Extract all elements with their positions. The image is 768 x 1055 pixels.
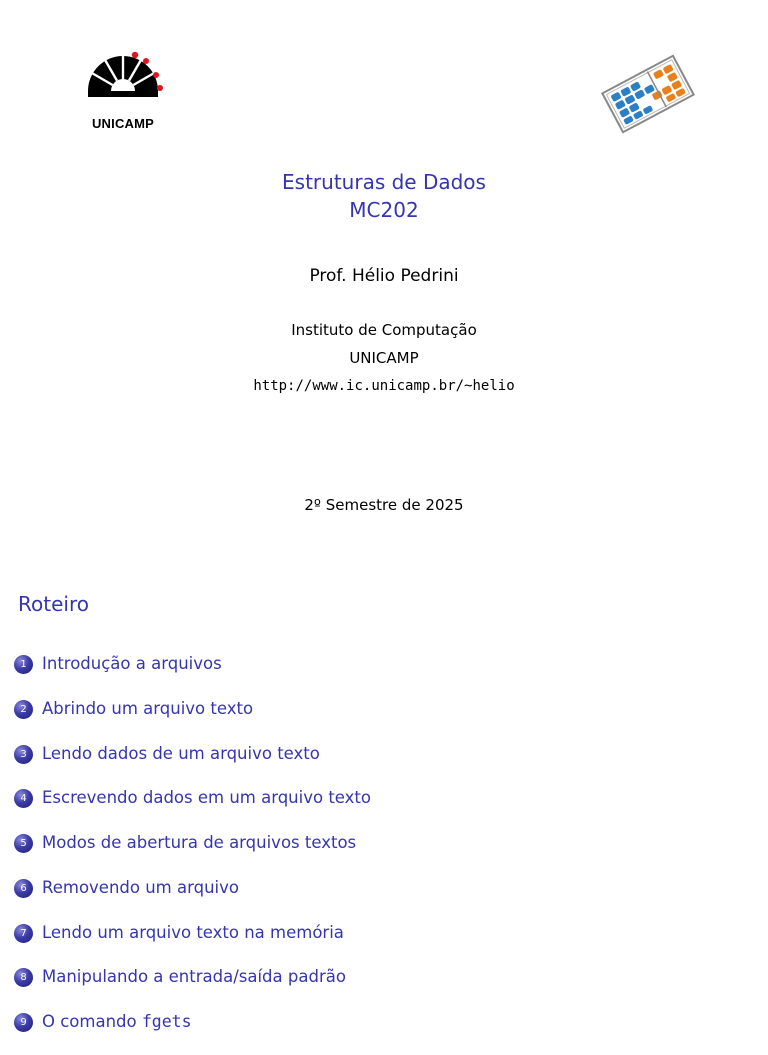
institute-name: Instituto de Computação — [291, 321, 477, 339]
course-name: Estruturas de Dados — [282, 170, 486, 194]
course-code: MC202 — [349, 198, 419, 222]
slide-title — [0, 168, 768, 224]
outline-item-label: Modos de abertura de arquivos textos — [42, 833, 357, 852]
item-number-bullet: 5 — [14, 834, 33, 853]
university-name: UNICAMP — [349, 349, 419, 367]
outline-item-label: Removendo um arquivo — [42, 877, 239, 897]
outline-item-label: Introdução a arquivos — [42, 654, 222, 673]
unicamp-logo-icon — [80, 48, 166, 118]
item-number-bullet: 9 — [14, 1013, 33, 1032]
outline-list — [14, 652, 371, 1055]
outline-item[interactable] — [14, 786, 371, 831]
outline-item[interactable] — [14, 1010, 371, 1055]
outline-item-label: Abrindo um arquivo texto — [42, 698, 254, 718]
outline-item[interactable] — [14, 965, 371, 1010]
item-number-bullet: 3 — [14, 745, 33, 764]
outline-item[interactable] — [14, 921, 371, 966]
homepage-url[interactable]: http://www.ic.unicamp.br/~helio — [253, 378, 515, 394]
outline-item[interactable] — [14, 742, 371, 787]
item-number-bullet: 8 — [14, 968, 33, 987]
item-number-bullet: 4 — [14, 789, 33, 808]
semester-label: 2º Semestre de 2025 — [304, 496, 464, 514]
outline-item[interactable] — [14, 652, 371, 697]
abacus-logo — [600, 54, 696, 134]
outline-item[interactable] — [14, 831, 371, 876]
outline-item[interactable] — [14, 876, 371, 921]
outline-item-label: Lendo um arquivo texto na memória — [42, 922, 344, 942]
item-number-bullet: 6 — [14, 879, 33, 898]
item-number-bullet: 7 — [14, 924, 33, 943]
unicamp-logo — [80, 48, 170, 134]
author-name: Prof. Hélio Pedrini — [309, 266, 459, 286]
item-number-bullet: 1 — [14, 655, 33, 674]
outline-heading: Roteiro — [18, 592, 89, 616]
outline-item[interactable] — [14, 697, 371, 742]
outline-item-code: fgets — [141, 1012, 192, 1031]
abacus-icon — [600, 54, 696, 134]
outline-item-label — [42, 1010, 192, 1034]
outline-item-label: Escrevendo dados em um arquivo texto — [42, 788, 371, 808]
outline-item-label-prefix: O comando — [42, 1012, 142, 1031]
outline-item-label: Lendo dados de um arquivo texto — [42, 743, 320, 763]
unicamp-wordmark: UNICAMP — [91, 116, 155, 131]
item-number-bullet: 2 — [14, 700, 33, 719]
outline-item-label: Manipulando a entrada/saída padrão — [42, 967, 346, 987]
institution-block — [0, 316, 768, 400]
